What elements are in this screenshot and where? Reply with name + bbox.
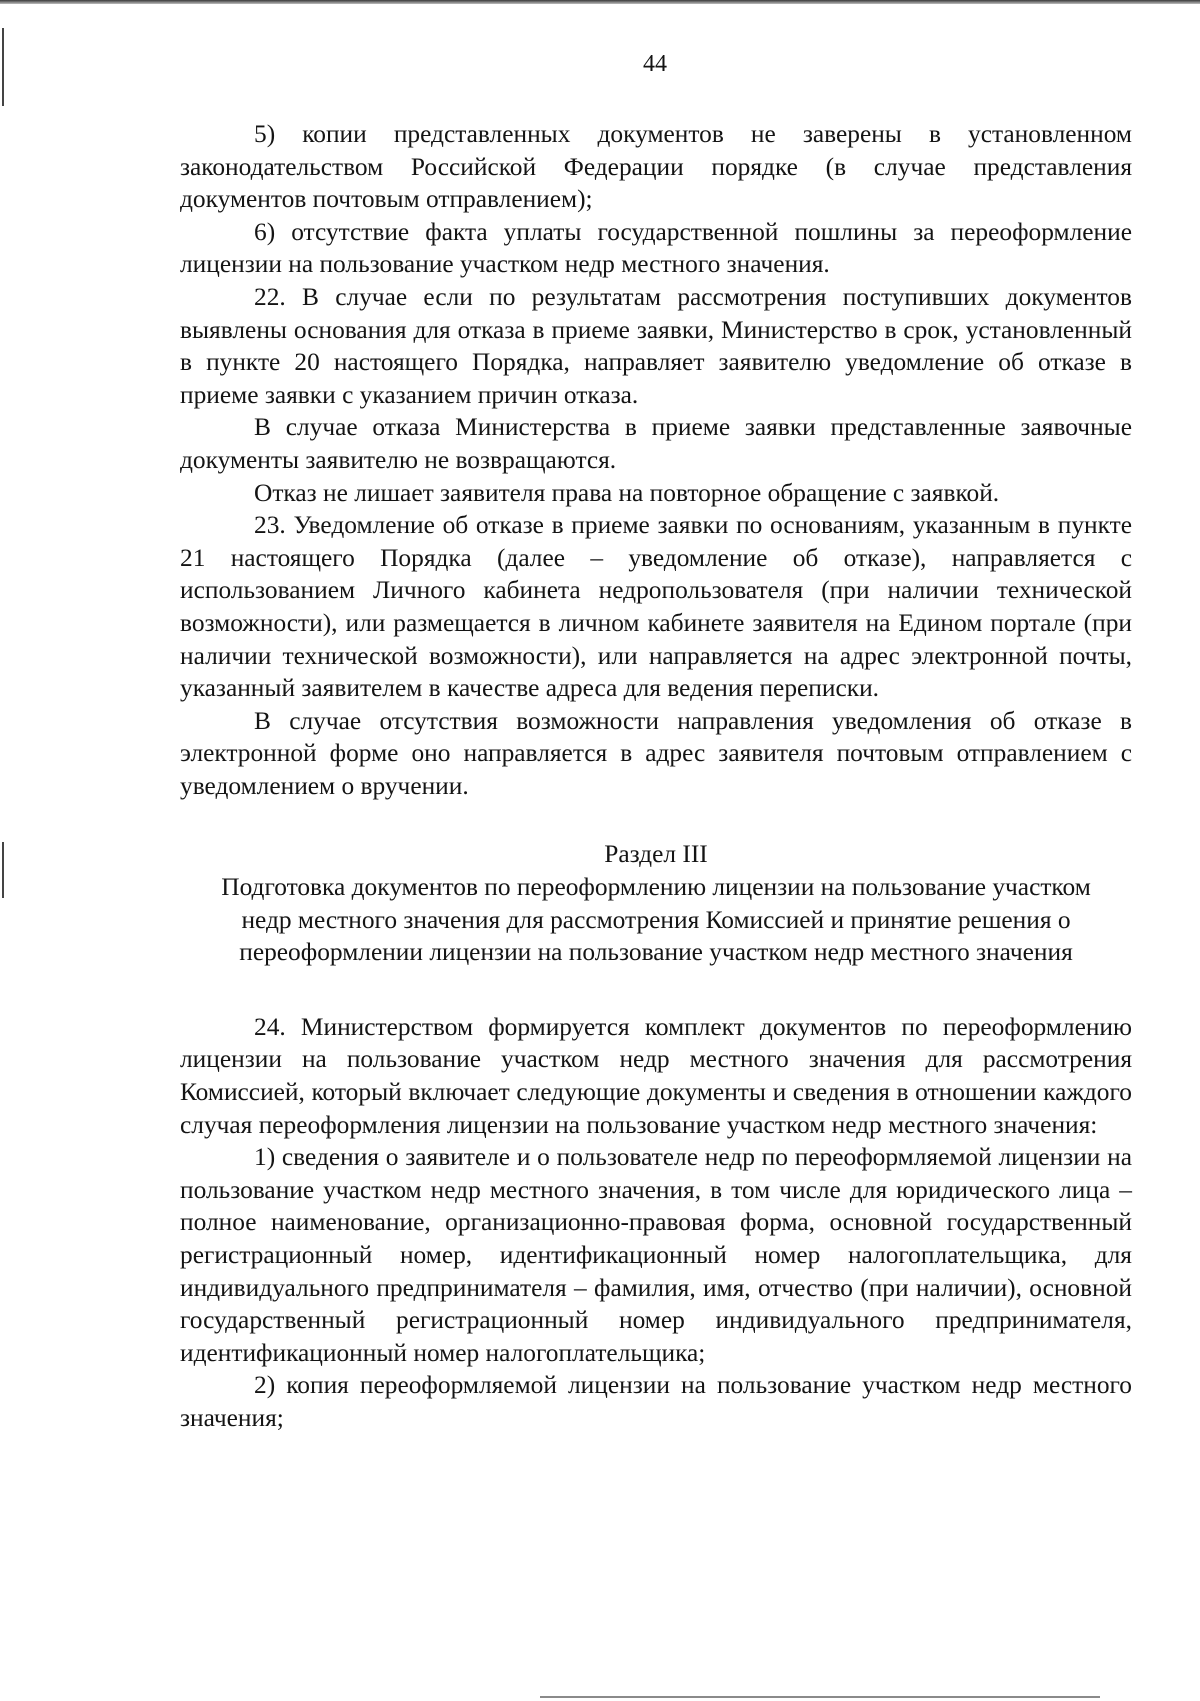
paragraph-list-item-2: 2) копия переоформляемой лицензии на пользование участком недр местного значения;	[180, 1371, 1132, 1432]
paragraph: Отказ не лишает заявителя права на повторное обращение с заявкой.	[254, 478, 1000, 507]
page-number: 44	[643, 51, 667, 77]
paragraph-item-5: 5) копии представленных документов не заверены в установленном законодательством Российской Федерации порядке (в случае представления документов почтовым отправлением);	[180, 120, 1132, 214]
scan-top-edge	[0, 0, 1200, 4]
paragraph-clause-22: 22. В случае если по результатам рассмотрения поступивших документов выявлены основания для отказа в приеме заявки, Министерство в срок, установленный в пункте 20 настоящего Порядка, направляет заявителю уведомление об отказе в приеме заявки с указанием причин отказа.	[180, 282, 1132, 409]
paragraph-clause-23: 23. Уведомление об отказе в приеме заявки по основаниям, указанным в пункте 21 настоящего Порядка (далее – уведомление об отказе), направляется с использованием Личного кабинета недропользователя (при наличии технической возможности), или размещается в личном кабинете заявителя на Едином портале (при наличии технической возможности), или направляется на адрес электронной почты, указанный заявителем в качестве адреса для ведения переписки.	[180, 511, 1132, 703]
section-label: Раздел III	[604, 840, 708, 869]
paragraph-item-6: 6) отсутствие факта уплаты государственной пошлины за переоформление лицензии на пользование участком недр местного значения.	[180, 217, 1132, 279]
scan-bottom-edge	[540, 1696, 1100, 1698]
paragraph: В случае отсутствия возможности направления уведомления об отказе в электронной форме оно направляется в адрес заявителя почтовым отправлением с уведомлением о вручении.	[180, 706, 1132, 800]
scan-edge-mark	[2, 842, 4, 898]
paragraph: В случае отказа Министерства в приеме заявки представленные заявочные документы заявителю не возвращаются.	[180, 413, 1132, 474]
paragraph-clause-24: 24. Министерством формируется комплект документов по переоформлению лицензии на пользование участком недр местного значения для рассмотрения Комиссией, который включает следующие документы и сведения в отношении каждого случая переоформления лицензии на пользование участком недр местного значения:	[180, 1012, 1132, 1139]
paragraph-list-item-1: 1) сведения о заявителе и о пользователе недр по переоформляемой лицензии на пользование участком недр местного значения, в том числе для юридического лица – полное наименование, организационно-правовая форма, основной государственный регистрационный номер, идентификационный номер налогоплательщика, для индивидуального предпринимателя – фамилия, имя, отчество (при наличии), основной государственный регистрационный номер индивидуального предпринимателя, идентификационный номер налогоплательщика;	[180, 1143, 1132, 1367]
document-body	[180, 118, 1132, 1435]
section-title: Подготовка документов по переоформлению лицензии на пользование участком недр местного значения для рассмотрения Комиссией и принятие решения о переоформлении лицензии на пользование участком недр местного значения	[221, 873, 1091, 967]
